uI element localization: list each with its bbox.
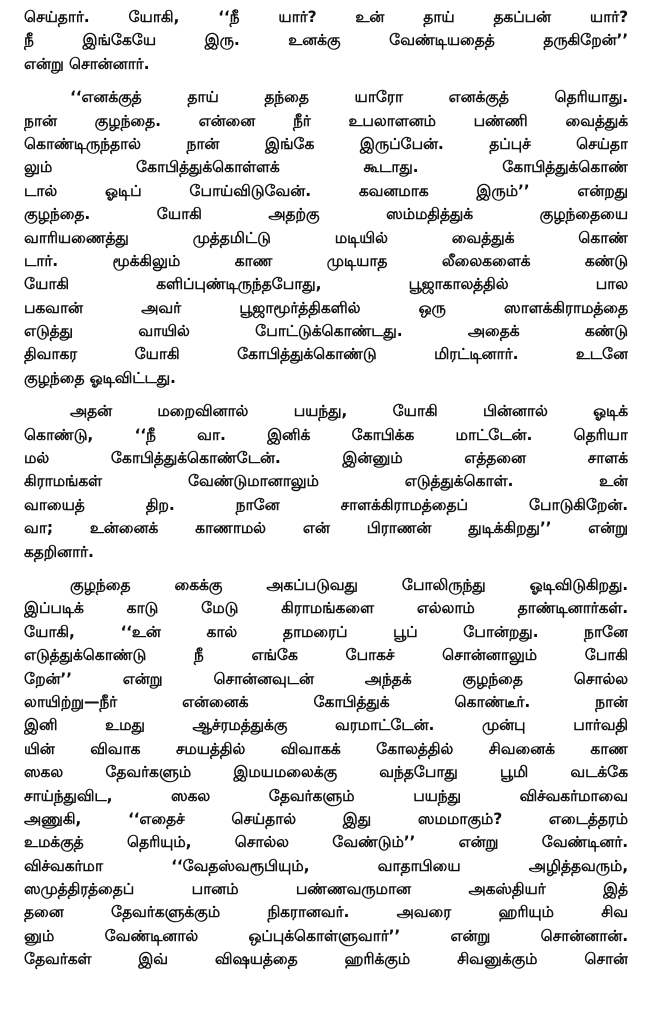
- text-line: லும் கோபித்துக்கொள்ளக் கூடாது. கோபித்துக்கொண்: [24, 158, 628, 177]
- text-line: யோகி களிப்புண்டிருந்தபோது, பூஜாகாலத்தில் பால: [24, 275, 628, 294]
- text-line: யோகி, ‘‘உன் கால் தாமரைப் பூப் போன்றது. நானே: [24, 622, 628, 641]
- text-line: நீ இங்கேயே இரு. உனக்கு வேண்டியதைத் தருகிறேன்’’: [24, 31, 628, 50]
- text-line: அணுகி, ‘‘எதைச் செய்தால் இது ஸமமாகும்? எடைத்தரம்: [24, 809, 628, 828]
- text-line: குழந்தை. யோகி அதற்கு ஸம்மதித்துக் குழந்தையை: [24, 205, 628, 224]
- text-line: விச்வகர்மா ‘‘வேதஸ்வரூபியும், வாதாபியை அழித்தவரும்,: [24, 856, 628, 875]
- text-line: வா; உன்னைக் காணாமல் என் பிராணன் துடிக்கிறது’’ என்று: [24, 519, 628, 538]
- text-line: ‘‘எனக்குத் தாய் தந்தை யாரோ எனக்குத் தெரியாது.: [70, 88, 628, 107]
- text-line: குழந்தை கைக்கு அகப்படுவது போலிருந்து ஓடிவிடுகிறது.: [70, 575, 628, 594]
- paragraph-2: [24, 86, 628, 390]
- text-line: கிராமங்கள் வேண்டுமானாலும் எடுத்துக்கொள். உன்: [24, 472, 628, 491]
- text-line: னும் வேண்டினால் ஒப்புக்கொள்ளுவார்’’ என்று சொன்னான்.: [24, 926, 628, 945]
- text-line: தனை தேவர்களுக்கும் நிகரானவர். அவரை ஹரியும் சிவ: [24, 903, 628, 922]
- text-line: குழந்தை ஓடிவிட்டது.: [24, 368, 176, 387]
- text-line: தேவர்கள் இவ் விஷயத்தை ஹரிக்கும் சிவனுக்கும் சொன்: [24, 950, 628, 969]
- text-line: வாயைத் திற. நானே சாளக்கிராமத்தைப் போடுகிறேன்.: [24, 495, 628, 514]
- text-line: யின் விவாக சமயத்தில் விவாகக் கோலத்தில் சிவனைக் காண: [24, 739, 628, 758]
- text-line: இப்படிக் காடு மேடு கிராமங்களை எல்லாம் தாண்டினார்கள்.: [24, 599, 628, 618]
- text-line: செய்தார். யோகி, ‘‘நீ யார்? உன் தாய் தகப்பன் யார்?: [24, 8, 628, 26]
- text-line: லாயிற்று—நீர் என்னைக் கோபித்துக் கொண்டீர். நான்: [24, 692, 628, 711]
- text-line: டால் ஓடிப் போய்விடுவேன். கவனமாக இரும்’’ என்றது: [24, 181, 628, 200]
- text-line: ஸமுத்திரத்தைப் பானம் பண்ணவருமான அகஸ்தியர் இத்: [24, 880, 628, 899]
- text-line: உமக்குத் தெரியும், சொல்ல வேண்டும்’’ என்று வேண்டினர்.: [24, 833, 628, 852]
- text-line: டார். மூக்கிலும் காண முடியாத லீலைகளைக் கண்டு: [24, 251, 628, 270]
- text-line: கதறினார்.: [24, 542, 94, 561]
- text-line: இனி உமது ஆச்ரமத்துக்கு வரமாட்டேன். முன்பு பார்வதி: [24, 716, 628, 735]
- text-line: என்று சொன்னார்.: [24, 54, 150, 73]
- text-line: நான் குழந்தை. என்னை நீர் உபலாளனம் பண்ணி வைத்துக்: [24, 111, 628, 130]
- text-line: எடுத்துக்கொண்டு நீ எங்கே போகச் சொன்னாலும் போகி: [24, 646, 628, 665]
- text-line: கொண்டிருந்தால் நான் இங்கே இருப்பேன். தப்புச் செய்தா: [24, 134, 628, 153]
- text-line: சாய்ந்துவிட, ஸகல தேவர்களும் பயந்து விச்வகர்மாவை: [24, 786, 628, 805]
- text-line: கொண்டு, ‘‘நீ வா. இனிக் கோபிக்க மாட்டேன். தெரியா: [24, 425, 628, 444]
- text-line: ஸகல தேவர்களும் இமயமலைக்கு வந்தபோது பூமி வடக்கே: [24, 763, 628, 782]
- text-line: திவாகர யோகி கோபித்துக்கொண்டு மிரட்டினார். உடனே: [24, 345, 628, 364]
- text-line: எடுத்து வாயில் போட்டுக்கொண்டது. அதைக் கண்டு: [24, 322, 628, 341]
- paragraph-3: [24, 400, 628, 564]
- text-line: அதன் மறைவினால் பயந்து, யோகி பின்னால் ஓடிக்: [70, 402, 628, 421]
- text-line: மல் கோபித்துக்கொண்டேன். இன்னும் எத்தனை சாளக்: [24, 449, 628, 468]
- text-line: வாரியணைத்து முத்தமிட்டு மடியில் வைத்துக் கொண்: [24, 228, 628, 247]
- text-line: றேன்’’ என்று சொன்னவுடன் அந்தக் குழந்தை சொல்ல: [24, 669, 628, 688]
- text-line: பகவான் அவர் பூஜாமூர்த்திகளில் ஒரு ஸாளக்கிராமத்தை: [24, 298, 628, 317]
- paragraph-4: [24, 574, 628, 972]
- paragraph-1: [24, 6, 628, 76]
